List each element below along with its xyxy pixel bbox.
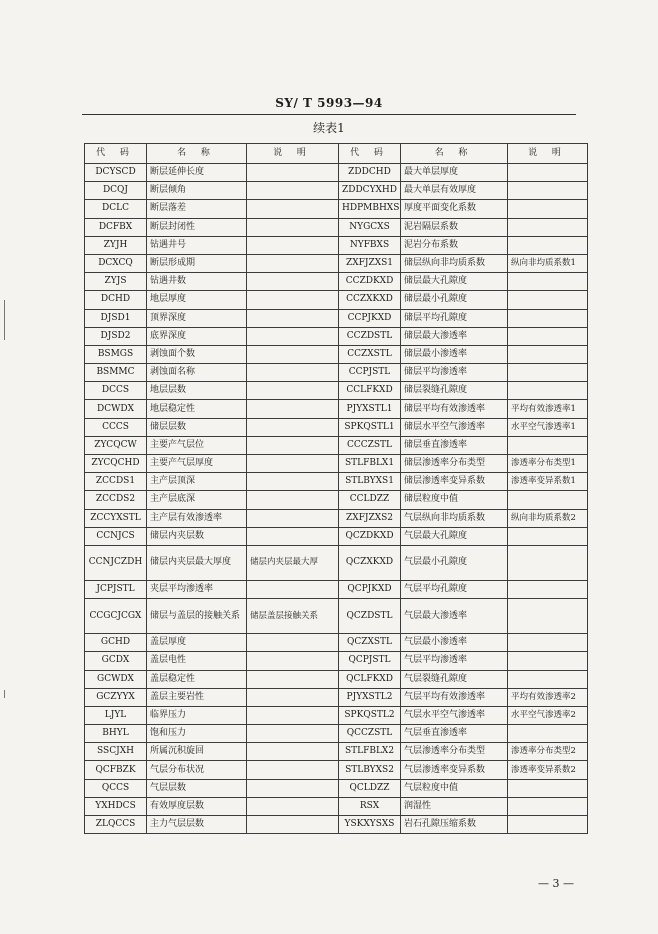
right-name-cell: 润湿性: [401, 797, 508, 815]
left-name-cell: 主力气层层数: [147, 816, 247, 834]
table-header-row: [85, 144, 588, 164]
right-name-cell: 岩石孔隙压缩系数: [401, 816, 508, 834]
right-code-cell: QCZXKXD: [339, 545, 401, 580]
table-row: [85, 309, 588, 327]
left-name-cell: 盖层电性: [147, 652, 247, 670]
right-code-cell: ZXFJZXS1: [339, 254, 401, 272]
right-code-cell: SPKQSTL2: [339, 706, 401, 724]
page-number: — 3 —: [538, 877, 574, 890]
left-code-cell: DCYSCD: [85, 164, 147, 182]
right-code-cell: NYGCXS: [339, 218, 401, 236]
right-note-cell: [508, 164, 588, 182]
left-code-cell: YXHDCS: [85, 797, 147, 815]
right-note-cell: [508, 670, 588, 688]
right-code-cell: QCPJSTL: [339, 652, 401, 670]
right-name-cell: 储层粒度中值: [401, 491, 508, 509]
column-header-code: 代 码: [85, 144, 147, 164]
column-header-note: 说 明: [247, 144, 339, 164]
table-row: [85, 418, 588, 436]
table-row: [85, 455, 588, 473]
table-row: [85, 182, 588, 200]
right-note-cell: [508, 634, 588, 652]
right-note-cell: 渗透率变异系数2: [508, 761, 588, 779]
left-note-cell: [247, 254, 339, 272]
table-row: [85, 688, 588, 706]
scan-margin-mark: [4, 300, 5, 340]
right-code-cell: CCLDZZ: [339, 491, 401, 509]
left-name-cell: 主要产气层厚度: [147, 455, 247, 473]
left-name-cell: 夹层平均渗透率: [147, 580, 247, 598]
left-name-cell: 气层层数: [147, 779, 247, 797]
left-code-cell: SSCJXH: [85, 743, 147, 761]
scan-margin-mark: [4, 690, 5, 698]
right-code-cell: QCLFKXD: [339, 670, 401, 688]
header-rule: [82, 114, 576, 115]
right-code-cell: QCZDKXD: [339, 527, 401, 545]
right-code-cell: YSKXYSXS: [339, 816, 401, 834]
right-note-cell: [508, 436, 588, 454]
right-note-cell: [508, 273, 588, 291]
left-name-cell: 储层内夹层最大厚度: [147, 545, 247, 580]
left-name-cell: 盖层厚度: [147, 634, 247, 652]
left-note-cell: [247, 364, 339, 382]
left-name-cell: 地层稳定性: [147, 400, 247, 418]
left-name-cell: 储层层数: [147, 418, 247, 436]
right-note-cell: [508, 236, 588, 254]
left-code-cell: CCCS: [85, 418, 147, 436]
left-name-cell: 断层倾角: [147, 182, 247, 200]
right-code-cell: CCZXKXD: [339, 291, 401, 309]
right-note-cell: [508, 218, 588, 236]
left-name-cell: 剥蚀面个数: [147, 345, 247, 363]
right-note-cell: [508, 382, 588, 400]
right-code-cell: CCLFKXD: [339, 382, 401, 400]
left-code-cell: DCCS: [85, 382, 147, 400]
right-name-cell: 储层最大孔隙度: [401, 273, 508, 291]
table-row: [85, 599, 588, 634]
right-note-cell: [508, 309, 588, 327]
left-note-cell: [247, 273, 339, 291]
right-code-cell: STLFBLX1: [339, 455, 401, 473]
left-code-cell: ZCCYXSTL: [85, 509, 147, 527]
left-name-cell: 饱和压力: [147, 725, 247, 743]
table-row: [85, 254, 588, 272]
left-name-cell: 断层落差: [147, 200, 247, 218]
left-note-cell: [247, 236, 339, 254]
left-note-cell: 储层内夹层最大厚: [247, 545, 339, 580]
right-note-cell: 渗透率变异系数1: [508, 473, 588, 491]
right-name-cell: 储层平均渗透率: [401, 364, 508, 382]
table-row: [85, 779, 588, 797]
right-name-cell: 储层渗透率变异系数: [401, 473, 508, 491]
right-code-cell: STLBYXS2: [339, 761, 401, 779]
right-code-cell: QCZXSTL: [339, 634, 401, 652]
left-name-cell: 断层形成期: [147, 254, 247, 272]
left-name-cell: 剥蚀面名称: [147, 364, 247, 382]
right-name-cell: 厚度平面变化系数: [401, 200, 508, 218]
left-note-cell: 储层盖层接触关系: [247, 599, 339, 634]
right-name-cell: 气层渗透率变异系数: [401, 761, 508, 779]
left-code-cell: CCNJCS: [85, 527, 147, 545]
left-code-cell: DCWDX: [85, 400, 147, 418]
right-name-cell: 最大单层有效厚度: [401, 182, 508, 200]
table-row: [85, 218, 588, 236]
right-code-cell: CCPJSTL: [339, 364, 401, 382]
left-note-cell: [247, 382, 339, 400]
right-code-cell: HDPMBHXS: [339, 200, 401, 218]
table-row: [85, 273, 588, 291]
left-name-cell: 气层分布状况: [147, 761, 247, 779]
table-row: [85, 327, 588, 345]
right-note-cell: [508, 816, 588, 834]
left-note-cell: [247, 743, 339, 761]
left-code-cell: BSMMC: [85, 364, 147, 382]
right-note-cell: [508, 200, 588, 218]
left-code-cell: LJYL: [85, 706, 147, 724]
right-name-cell: 气层平均孔隙度: [401, 580, 508, 598]
right-note-cell: 平均有效渗透率2: [508, 688, 588, 706]
table-row: [85, 706, 588, 724]
left-note-cell: [247, 797, 339, 815]
right-note-cell: [508, 364, 588, 382]
table-row: [85, 670, 588, 688]
left-name-cell: 主产层有效渗透率: [147, 509, 247, 527]
right-code-cell: PJYXSTL1: [339, 400, 401, 418]
right-name-cell: 气层最小渗透率: [401, 634, 508, 652]
right-note-cell: [508, 545, 588, 580]
table-row: [85, 634, 588, 652]
right-note-cell: [508, 599, 588, 634]
column-header-code: 代 码: [339, 144, 401, 164]
left-code-cell: CCNJCZDH: [85, 545, 147, 580]
right-code-cell: QCPJKXD: [339, 580, 401, 598]
right-name-cell: 泥岩隔层系数: [401, 218, 508, 236]
left-name-cell: 主产层底深: [147, 491, 247, 509]
right-code-cell: CCZDSTL: [339, 327, 401, 345]
left-name-cell: 顶界深度: [147, 309, 247, 327]
right-name-cell: 气层垂直渗透率: [401, 725, 508, 743]
right-note-cell: [508, 652, 588, 670]
left-note-cell: [247, 436, 339, 454]
left-name-cell: 地层厚度: [147, 291, 247, 309]
table-row: [85, 345, 588, 363]
right-name-cell: 气层裂缝孔隙度: [401, 670, 508, 688]
right-name-cell: 气层平均渗透率: [401, 652, 508, 670]
right-note-cell: 渗透率分布类型2: [508, 743, 588, 761]
left-code-cell: ZYJH: [85, 236, 147, 254]
code-table: [84, 143, 588, 834]
left-note-cell: [247, 345, 339, 363]
left-code-cell: ZYCQCHD: [85, 455, 147, 473]
left-note-cell: [247, 182, 339, 200]
left-note-cell: [247, 418, 339, 436]
right-code-cell: ZXFJZXS2: [339, 509, 401, 527]
left-note-cell: [247, 473, 339, 491]
left-code-cell: BSMGS: [85, 345, 147, 363]
table-caption: 续表1: [313, 121, 345, 135]
table-row: [85, 236, 588, 254]
table-row: [85, 491, 588, 509]
left-code-cell: JCPJSTL: [85, 580, 147, 598]
left-name-cell: 临界压力: [147, 706, 247, 724]
left-code-cell: QCCS: [85, 779, 147, 797]
left-name-cell: 地层层数: [147, 382, 247, 400]
right-note-cell: 纵向非均质系数1: [508, 254, 588, 272]
right-code-cell: STLBYXS1: [339, 473, 401, 491]
left-code-cell: DCXCQ: [85, 254, 147, 272]
left-code-cell: GCHD: [85, 634, 147, 652]
right-note-cell: [508, 779, 588, 797]
left-note-cell: [247, 580, 339, 598]
right-note-cell: [508, 797, 588, 815]
left-note-cell: [247, 527, 339, 545]
right-note-cell: [508, 327, 588, 345]
right-note-cell: 水平空气渗透率1: [508, 418, 588, 436]
left-note-cell: [247, 291, 339, 309]
right-note-cell: 平均有效渗透率1: [508, 400, 588, 418]
right-note-cell: [508, 580, 588, 598]
table-row: [85, 761, 588, 779]
table-row: [85, 509, 588, 527]
left-code-cell: ZCCDS1: [85, 473, 147, 491]
table-row: [85, 164, 588, 182]
left-note-cell: [247, 688, 339, 706]
left-note-cell: [247, 218, 339, 236]
left-note-cell: [247, 491, 339, 509]
right-name-cell: 储层水平空气渗透率: [401, 418, 508, 436]
left-name-cell: 钻遇井号: [147, 236, 247, 254]
right-code-cell: NYFBXS: [339, 236, 401, 254]
left-note-cell: [247, 509, 339, 527]
right-code-cell: RSX: [339, 797, 401, 815]
right-code-cell: CCZXSTL: [339, 345, 401, 363]
right-name-cell: 储层最小渗透率: [401, 345, 508, 363]
right-name-cell: 储层渗透率分布类型: [401, 455, 508, 473]
standard-number: SY/ T 5993—94: [275, 96, 383, 110]
left-name-cell: 盖层主要岩性: [147, 688, 247, 706]
left-note-cell: [247, 309, 339, 327]
left-name-cell: 主产层顶深: [147, 473, 247, 491]
left-note-cell: [247, 779, 339, 797]
table-row: [85, 364, 588, 382]
table-row: [85, 382, 588, 400]
left-name-cell: 储层与盖层的接触关系: [147, 599, 247, 634]
left-code-cell: GCWDX: [85, 670, 147, 688]
right-note-cell: 纵向非均质系数2: [508, 509, 588, 527]
right-code-cell: QCLDZZ: [339, 779, 401, 797]
left-note-cell: [247, 327, 339, 345]
right-name-cell: 气层水平空气渗透率: [401, 706, 508, 724]
right-name-cell: 泥岩分布系数: [401, 236, 508, 254]
left-name-cell: 钻遇井数: [147, 273, 247, 291]
right-note-cell: [508, 491, 588, 509]
table-row: [85, 580, 588, 598]
column-header-note: 说 明: [508, 144, 588, 164]
right-note-cell: [508, 345, 588, 363]
left-note-cell: [247, 761, 339, 779]
left-code-cell: DCHD: [85, 291, 147, 309]
left-code-cell: CCGCJCGX: [85, 599, 147, 634]
left-note-cell: [247, 706, 339, 724]
left-code-cell: QCFBZK: [85, 761, 147, 779]
right-name-cell: 储层平均有效渗透率: [401, 400, 508, 418]
left-code-cell: BHYL: [85, 725, 147, 743]
right-name-cell: 气层最小孔隙度: [401, 545, 508, 580]
table-row: [85, 291, 588, 309]
left-code-cell: DJSD2: [85, 327, 147, 345]
right-name-cell: 最大单层厚度: [401, 164, 508, 182]
column-header-name: 名 称: [401, 144, 508, 164]
right-code-cell: CCCZSTL: [339, 436, 401, 454]
left-name-cell: 储层内夹层数: [147, 527, 247, 545]
left-name-cell: 有效厚度层数: [147, 797, 247, 815]
right-code-cell: SPKQSTL1: [339, 418, 401, 436]
right-code-cell: QCZDSTL: [339, 599, 401, 634]
table-row: [85, 200, 588, 218]
left-code-cell: ZYJS: [85, 273, 147, 291]
right-name-cell: 储层垂直渗透率: [401, 436, 508, 454]
left-name-cell: 所属沉积旋回: [147, 743, 247, 761]
right-note-cell: [508, 527, 588, 545]
table-row: [85, 473, 588, 491]
right-note-cell: 水平空气渗透率2: [508, 706, 588, 724]
table-row: [85, 545, 588, 580]
left-name-cell: 盖层稳定性: [147, 670, 247, 688]
left-note-cell: [247, 200, 339, 218]
left-note-cell: [247, 670, 339, 688]
right-note-cell: 渗透率分布类型1: [508, 455, 588, 473]
left-note-cell: [247, 455, 339, 473]
right-code-cell: ZDDCYXHD: [339, 182, 401, 200]
column-header-name: 名 称: [147, 144, 247, 164]
left-note-cell: [247, 725, 339, 743]
left-note-cell: [247, 816, 339, 834]
left-code-cell: DCLC: [85, 200, 147, 218]
right-code-cell: CCZDKXD: [339, 273, 401, 291]
left-name-cell: 断层延伸长度: [147, 164, 247, 182]
table-row: [85, 816, 588, 834]
left-name-cell: 底界深度: [147, 327, 247, 345]
left-code-cell: GCZYYX: [85, 688, 147, 706]
right-code-cell: CCPJKXD: [339, 309, 401, 327]
right-name-cell: 气层平均有效渗透率: [401, 688, 508, 706]
left-code-cell: ZLQCCS: [85, 816, 147, 834]
right-code-cell: PJYXSTL2: [339, 688, 401, 706]
left-note-cell: [247, 400, 339, 418]
left-note-cell: [247, 652, 339, 670]
right-name-cell: 储层平均孔隙度: [401, 309, 508, 327]
right-name-cell: 气层粒度中值: [401, 779, 508, 797]
table-row: [85, 527, 588, 545]
table-row: [85, 725, 588, 743]
right-name-cell: 气层纵向非均质系数: [401, 509, 508, 527]
left-code-cell: ZYCQCW: [85, 436, 147, 454]
right-name-cell: 储层最大渗透率: [401, 327, 508, 345]
right-name-cell: 气层最大渗透率: [401, 599, 508, 634]
right-code-cell: STLFBLX2: [339, 743, 401, 761]
left-code-cell: ZCCDS2: [85, 491, 147, 509]
table-row: [85, 652, 588, 670]
right-note-cell: [508, 725, 588, 743]
table-row: [85, 743, 588, 761]
table-body: [85, 164, 588, 834]
right-name-cell: 气层最大孔隙度: [401, 527, 508, 545]
left-code-cell: DCFBX: [85, 218, 147, 236]
table-row: [85, 797, 588, 815]
left-code-cell: DJSD1: [85, 309, 147, 327]
right-name-cell: 气层渗透率分布类型: [401, 743, 508, 761]
table-row: [85, 436, 588, 454]
table-row: [85, 400, 588, 418]
right-name-cell: 储层最小孔隙度: [401, 291, 508, 309]
left-note-cell: [247, 164, 339, 182]
right-code-cell: QCCZSTL: [339, 725, 401, 743]
right-code-cell: ZDDCHD: [339, 164, 401, 182]
right-name-cell: 储层纵向非均质系数: [401, 254, 508, 272]
right-note-cell: [508, 291, 588, 309]
left-code-cell: GCDX: [85, 652, 147, 670]
right-name-cell: 储层裂缝孔隙度: [401, 382, 508, 400]
left-name-cell: 主要产气层位: [147, 436, 247, 454]
right-note-cell: [508, 182, 588, 200]
left-name-cell: 断层封闭性: [147, 218, 247, 236]
left-note-cell: [247, 634, 339, 652]
left-code-cell: DCQJ: [85, 182, 147, 200]
